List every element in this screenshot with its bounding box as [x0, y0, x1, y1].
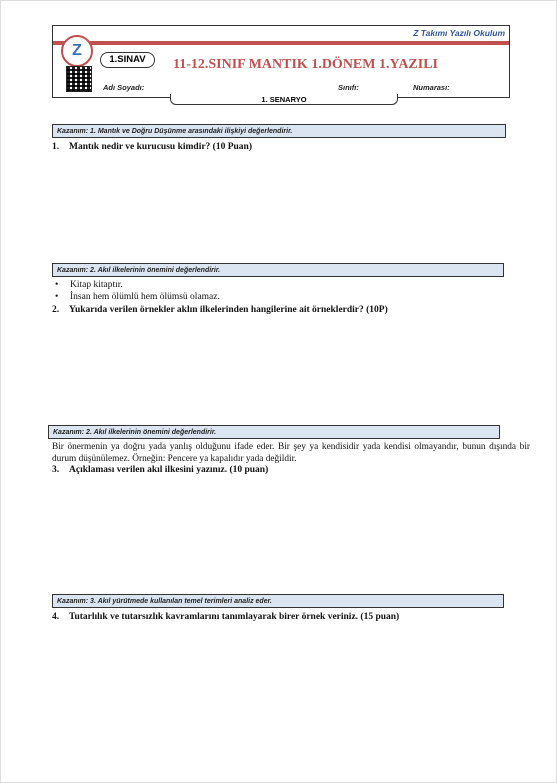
- kazanim-bar: Kazanım: 1. Mantık ve Doğru Düşünme arasındaki ilişkiyi değerlendirir.: [52, 124, 506, 138]
- scenario-tab: 1. SENARYO: [170, 94, 398, 105]
- header-accent-bar: [53, 41, 509, 45]
- kazanim-bar: Kazanım: 3. Akıl yürütmede kullanılan temel terimleri analiz eder.: [52, 594, 504, 608]
- list-item: • Kitap kitaptır.: [70, 279, 220, 291]
- question-4: [52, 612, 399, 622]
- question-number: 2.: [52, 305, 60, 315]
- question-number: 1.: [52, 142, 60, 152]
- question-number: 3.: [52, 465, 60, 475]
- name-field-label: Adı Soyadı:: [103, 83, 145, 92]
- question-text: Açıklaması verilen akıl ilkesini yazınız. (10 puan): [69, 465, 269, 475]
- bullet-list: [70, 279, 220, 303]
- description-paragraph: Bir önermenin ya doğru yada yanlış olduğunu ifade eder. Bir şey ya kendisidir yada kendisi olmayandır, bunun dışında bir durum düşünülemez. Örneğin: Pencere ya kapalıdır yada değildir.: [52, 442, 530, 464]
- kazanim-bar: Kazanım: 2. Akıl ilkelerinin önemini değerlendirir.: [48, 425, 500, 439]
- question-1: [52, 142, 252, 152]
- number-field-label: Numarası:: [413, 83, 450, 92]
- kazanim-bar: Kazanım: 2. Akıl ilkelerinin önemini değerlendirir.: [52, 263, 504, 277]
- question-text: Tutarlılık ve tutarsızlık kavramlarını tanımlayarak birer örnek veriniz. (15 puan): [69, 612, 400, 622]
- school-name: Z Takımı Yazılı Okulum: [413, 28, 505, 38]
- list-item: • İnsan hem ölümlü hem ölümsü olamaz.: [70, 291, 220, 303]
- question-text: Yukarıda verilen örnekler aklın ilkelerinden hangilerine ait örneklerdir? (10P): [69, 305, 388, 315]
- question-2: [52, 305, 388, 315]
- exam-title: 11-12.SINIF MANTIK 1.DÖNEM 1.YAZILI: [173, 57, 438, 72]
- exam-header: [52, 25, 510, 98]
- question-text: Mantık nedir ve kurucusu kimdir? (10 Puan): [69, 142, 252, 152]
- school-logo-icon: Z: [61, 35, 93, 67]
- question-3: [52, 465, 268, 475]
- exam-number-badge: 1.SINAV: [100, 52, 155, 68]
- class-field-label: Sınıfı:: [338, 83, 359, 92]
- question-number: 4.: [52, 612, 60, 622]
- qr-code-icon: [66, 66, 92, 92]
